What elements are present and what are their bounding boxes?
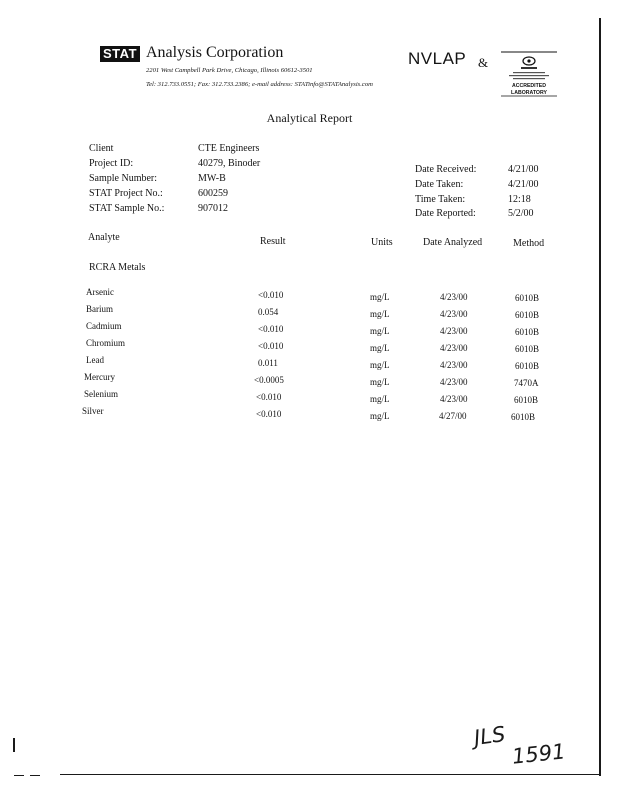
date-taken-label: Date Taken: [415, 179, 464, 190]
svg-text:LABORATORY: LABORATORY [511, 90, 547, 96]
analyte-name: Barium [86, 304, 113, 314]
analyte-method: 6010B [515, 361, 540, 371]
date-reported-label: Date Reported: [415, 208, 476, 219]
nvlap-logo: NVLAP [408, 49, 467, 68]
analyte-method: 7470A [514, 378, 539, 388]
date-taken-value: 4/21/00 [508, 179, 539, 190]
analyte-method: 6010B [515, 344, 540, 354]
analyte-units: mg/L [370, 360, 390, 370]
analyte-result: 0.011 [258, 358, 278, 368]
stat-logo: STAT [100, 46, 140, 62]
accredited-laboratory-seal [499, 50, 559, 98]
analyte-date: 4/23/00 [440, 343, 468, 353]
handwritten-page-number: 1591 [510, 739, 567, 769]
analyte-result: <0.010 [258, 290, 284, 300]
client-value: CTE Engineers [198, 143, 260, 154]
date-received-label: Date Received: [415, 164, 477, 175]
analyte-units: mg/L [370, 411, 390, 421]
col-header-result: Result [260, 236, 286, 247]
analyte-date: 4/23/00 [440, 360, 468, 370]
analyte-date: 4/23/00 [440, 394, 468, 404]
handwritten-initials: JLS [472, 721, 507, 751]
sample-number-label: Sample Number: [89, 173, 158, 184]
stat-sample-no-label: STAT Sample No.: [89, 203, 165, 214]
analyte-result: <0.010 [256, 392, 282, 402]
analyte-units: mg/L [370, 377, 390, 387]
analyte-date: 4/23/00 [440, 309, 468, 319]
company-name: Analysis Corporation [146, 44, 284, 61]
analyte-result: <0.010 [258, 341, 284, 351]
time-taken-label: Time Taken: [415, 194, 466, 205]
analyte-units: mg/L [370, 343, 390, 353]
client-label: Client [89, 143, 114, 154]
analyte-units: mg/L [370, 309, 390, 319]
sample-number-value: MW-B [198, 173, 226, 184]
date-received-value: 4/21/00 [508, 164, 539, 175]
analyte-date: 4/23/00 [440, 377, 468, 387]
project-id-label: Project ID: [89, 158, 134, 169]
scan-edge-bottom [60, 774, 601, 775]
analyte-date: 4/23/00 [440, 326, 468, 336]
col-header-units: Units [371, 237, 393, 248]
analyte-result: <0.010 [258, 324, 284, 334]
time-taken-value: 12:18 [508, 194, 531, 205]
analyte-result: <0.010 [256, 409, 282, 419]
col-header-method: Method [513, 238, 545, 249]
company-address: 2201 West Campbell Park Drive, Chicago, Illinois 60612-3501 [146, 67, 313, 74]
report-title: Analytical Report [266, 111, 353, 125]
analyte-units: mg/L [370, 326, 390, 336]
analyte-name: Cadmium [86, 321, 122, 331]
analyte-method: 6010B [515, 327, 540, 337]
analyte-name: Chromium [86, 338, 126, 348]
stat-sample-no-value: 907012 [198, 203, 228, 214]
analyte-name: Mercury [84, 372, 115, 382]
analyte-name: Selenium [84, 389, 118, 399]
analyte-method: 6010B [515, 310, 540, 320]
date-reported-value: 5/2/00 [508, 208, 534, 219]
analyte-name: Silver [82, 406, 104, 416]
analyte-method: 6010B [514, 395, 539, 405]
ampersand: & [478, 55, 489, 70]
scan-dash [14, 775, 24, 776]
company-contact: Tel: 312.733.0551; Fax: 312.733.2386; e-mail address: STATinfo@STATAnalysis.com [146, 81, 373, 88]
analyte-result: 0.054 [258, 307, 279, 317]
analyte-date: 4/23/00 [440, 292, 468, 302]
analyte-name: Lead [86, 355, 104, 365]
svg-text:ACCREDITED: ACCREDITED [511, 83, 547, 89]
analyte-date: 4/27/00 [439, 411, 467, 421]
analyte-units: mg/L [370, 394, 390, 404]
analyte-result: <0.0005 [254, 375, 284, 385]
analyte-units: mg/L [370, 292, 390, 302]
scan-edge-right [599, 18, 601, 776]
stat-project-no-label: STAT Project No.: [89, 188, 163, 199]
analyte-method: 6010B [515, 293, 540, 303]
col-header-date-analyzed: Date Analyzed [423, 237, 483, 248]
stat-project-no-value: 600259 [198, 188, 228, 199]
analyte-method: 6010B [511, 412, 536, 422]
analyte-name: Arsenic [86, 287, 114, 297]
col-header-analyte: Analyte [88, 232, 120, 243]
project-id-value: 40279, Binoder [198, 158, 261, 169]
scan-dash [30, 775, 40, 776]
section-heading: RCRA Metals [89, 262, 146, 273]
scan-edge-left [13, 738, 15, 752]
